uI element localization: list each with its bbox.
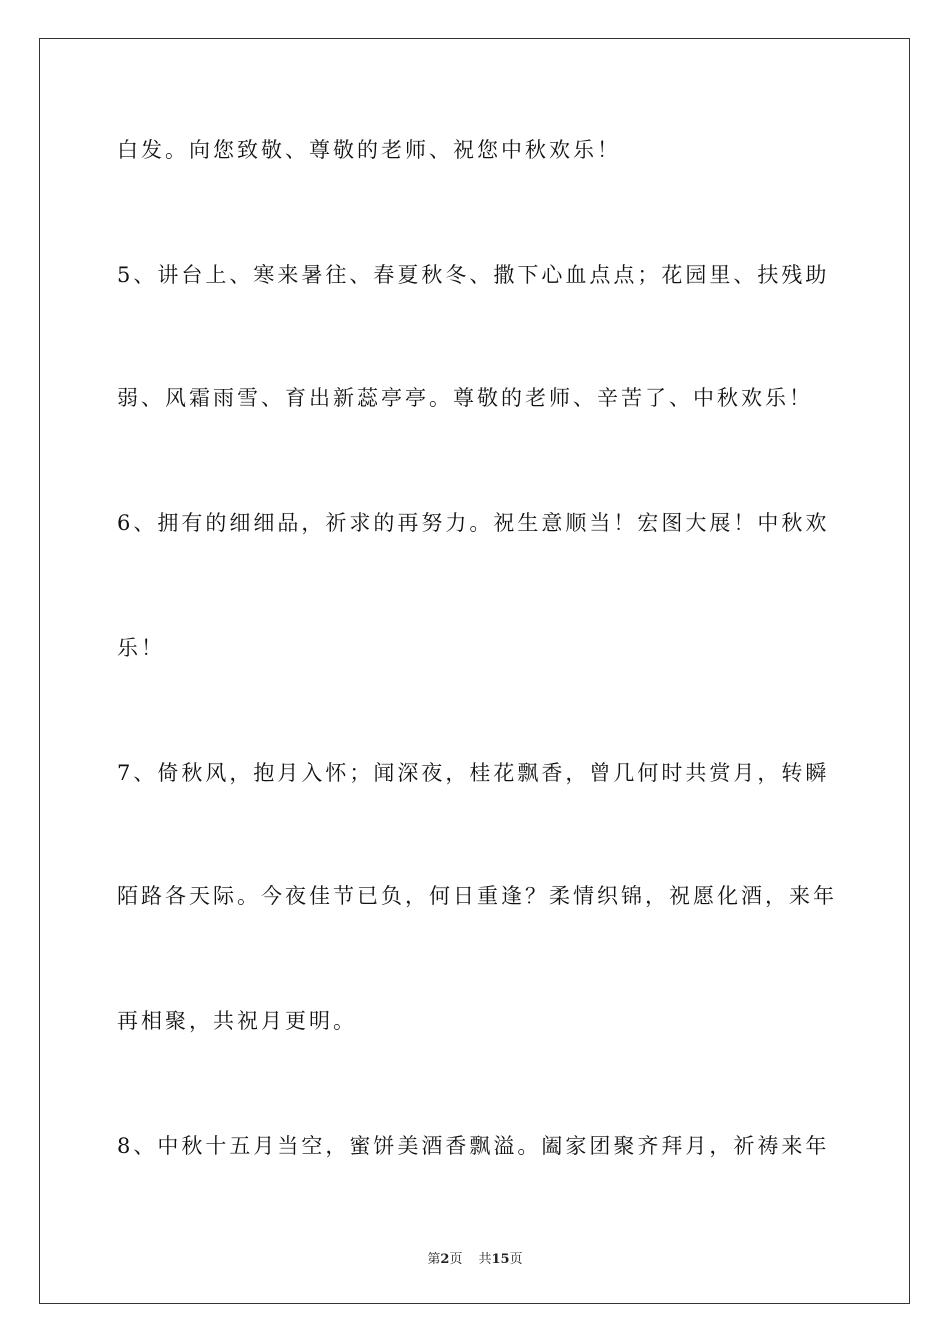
text-line-9: 8、中秋十五月当空，蜜饼美酒香飘溢。阖家团聚齐拜月，祈祷来年: [117, 1134, 830, 1158]
text-line-2: 5、讲台上、寒来暑往、春夏秋冬、撒下心血点点；花园里、扶残助: [117, 263, 830, 287]
footer-page-current: 2: [440, 1252, 450, 1267]
text-line-1: 白发。向您致敬、尊敬的老师、祝您中秋欢乐！: [117, 138, 621, 162]
text-line-4: 6、拥有的细细品，祈求的再努力。祝生意顺当！宏图大展！中秋欢: [117, 511, 830, 535]
footer-page-suffix: 页: [449, 1252, 463, 1267]
footer-total-prefix: 共: [478, 1252, 492, 1267]
footer-total-suffix: 页: [509, 1252, 523, 1267]
page-footer: [0, 1248, 950, 1267]
page-border: [39, 38, 910, 1304]
footer-page-prefix: 第: [427, 1252, 441, 1267]
text-line-3: 弱、风霜雨雪、育出新蕊亭亭。尊敬的老师、辛苦了、中秋欢乐！: [117, 386, 813, 410]
text-line-6: 7、倚秋风，抱月入怀；闻深夜，桂花飘香，曾几何时共赏月，转瞬: [117, 761, 830, 785]
text-line-7: 陌路各天际。今夜佳节已负，何日重逢？柔情织锦，祝愿化酒，来年: [117, 884, 837, 908]
text-line-8: 再相聚，共祝月更明。: [117, 1009, 357, 1033]
text-line-5: 乐！: [117, 636, 165, 660]
footer-page-total: 15: [491, 1252, 510, 1267]
